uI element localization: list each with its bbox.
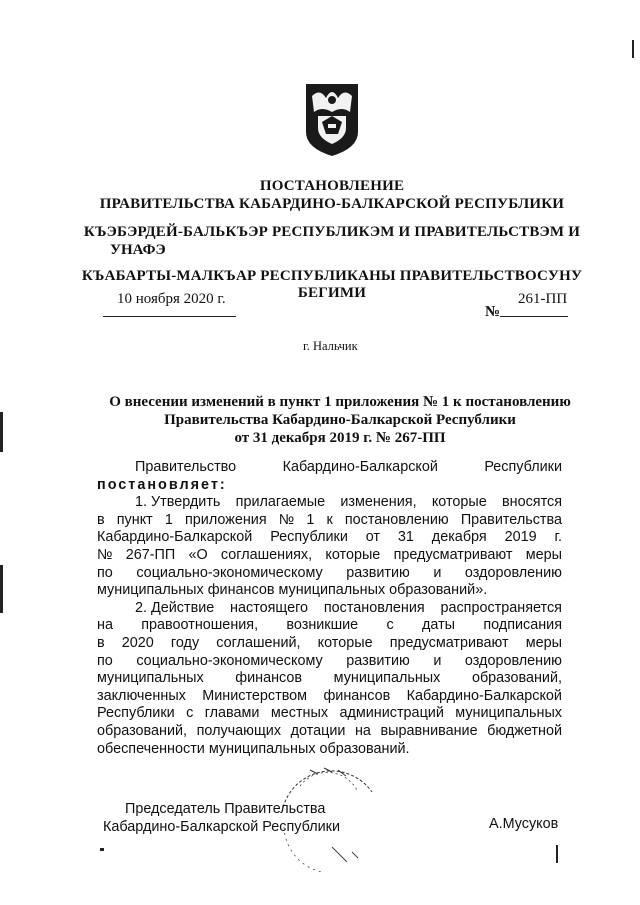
paragraph-1-line: муниципальных финансов муниципальных образований».	[97, 582, 488, 599]
resolves-word: постановляет:	[97, 476, 227, 493]
scan-edge-mark	[0, 565, 3, 613]
government-name-ru: ПРАВИТЕЛЬСТВА КАБАРДИНО-БАЛКАРСКОЙ РЕСПУБЛИКИ	[99, 196, 565, 212]
scan-edge-mark	[0, 412, 3, 452]
title-line-2: Правительства Кабардино-Балкарской Республики	[164, 412, 516, 428]
doc-type-heading: ПОСТАНОВЛЕНИЕ	[259, 178, 405, 194]
paragraph-1-line: по социально-экономическому развитию и оздоровлению	[97, 564, 562, 581]
scan-edge-mark	[632, 40, 634, 58]
title-line-3: от 31 декабря 2019 г. № 267-ПП	[234, 430, 446, 446]
government-name-kbd-line2: УНАФЭ	[110, 242, 166, 258]
paragraph-2-line: обеспеченности муниципальных образований.	[97, 740, 410, 757]
paragraph-2-line: по социально-экономическому развитию и оздоровлению	[97, 652, 562, 669]
number-sign: №	[485, 304, 501, 320]
paragraph-1-line: 1. Утвердить прилагаемые изменения, которые вносятся	[135, 494, 562, 511]
paragraph-1-line: в пункт 1 приложения № 1 к постановлению Правительства	[97, 511, 562, 528]
paragraph-2-line: Республики с главами местных администраций муниципальных	[97, 705, 562, 722]
paragraph-1-line: № 267-ПП «О соглашениях, которые предусматривают меры	[97, 546, 562, 563]
intro-line: Правительство Кабардино-Балкарской Республики	[135, 459, 562, 475]
scan-dot	[100, 848, 104, 851]
scan-edge-mark	[556, 845, 558, 863]
paragraph-2-line: образований, получающих дотации на выравнивание бюджетной	[97, 722, 562, 739]
government-name-krc-line1: КЪАБАРТЫ-МАЛКЪАР РЕСПУБЛИКАНЫ ПРАВИТЕЛЬСТВОСУНУ	[81, 268, 583, 284]
signatory-name: А.Мусуков	[489, 816, 559, 832]
paragraph-2-line: заключенных Министерством финансов Кабардино-Балкарской	[97, 687, 562, 704]
resolution-body	[97, 459, 562, 758]
date-underline	[103, 316, 236, 317]
signatory-position-line-1: Председатель Правительства	[125, 801, 326, 817]
signatory-position-line-2: Кабардино-Балкарской Республики	[103, 819, 340, 835]
coat-of-arms-icon	[302, 82, 362, 158]
paragraph-2-line: в 2020 году соглашений, которые предусматривают меры	[97, 634, 562, 651]
document-number: 261-ПП	[518, 291, 568, 307]
paragraph-1-line: Кабардино-Балкарской Республики от 31 декабря 2019 г.	[97, 529, 562, 546]
title-line-1: О внесении изменений в пункт 1 приложения № 1 к постановлению	[109, 394, 571, 410]
government-name-krc-line2: БЕГИМИ	[297, 285, 367, 301]
paragraph-2-line: 2. Действие настоящего постановления распространяется	[135, 599, 562, 616]
paragraph-2-line: на правоотношения, возникшие с даты подписания	[97, 617, 562, 634]
document-date: 10 ноября 2020 г.	[117, 291, 226, 307]
city: г. Нальчик	[303, 339, 358, 353]
paragraph-2-line: муниципальных финансов муниципальных образований,	[97, 670, 562, 687]
government-name-kbd-line1: КЪЭБЭРДЕЙ-БАЛЬКЪЭР РЕСПУБЛИКЭМ И ПРАВИТЕЛЬСТВЭМ И	[83, 224, 581, 240]
number-underline	[500, 316, 568, 317]
